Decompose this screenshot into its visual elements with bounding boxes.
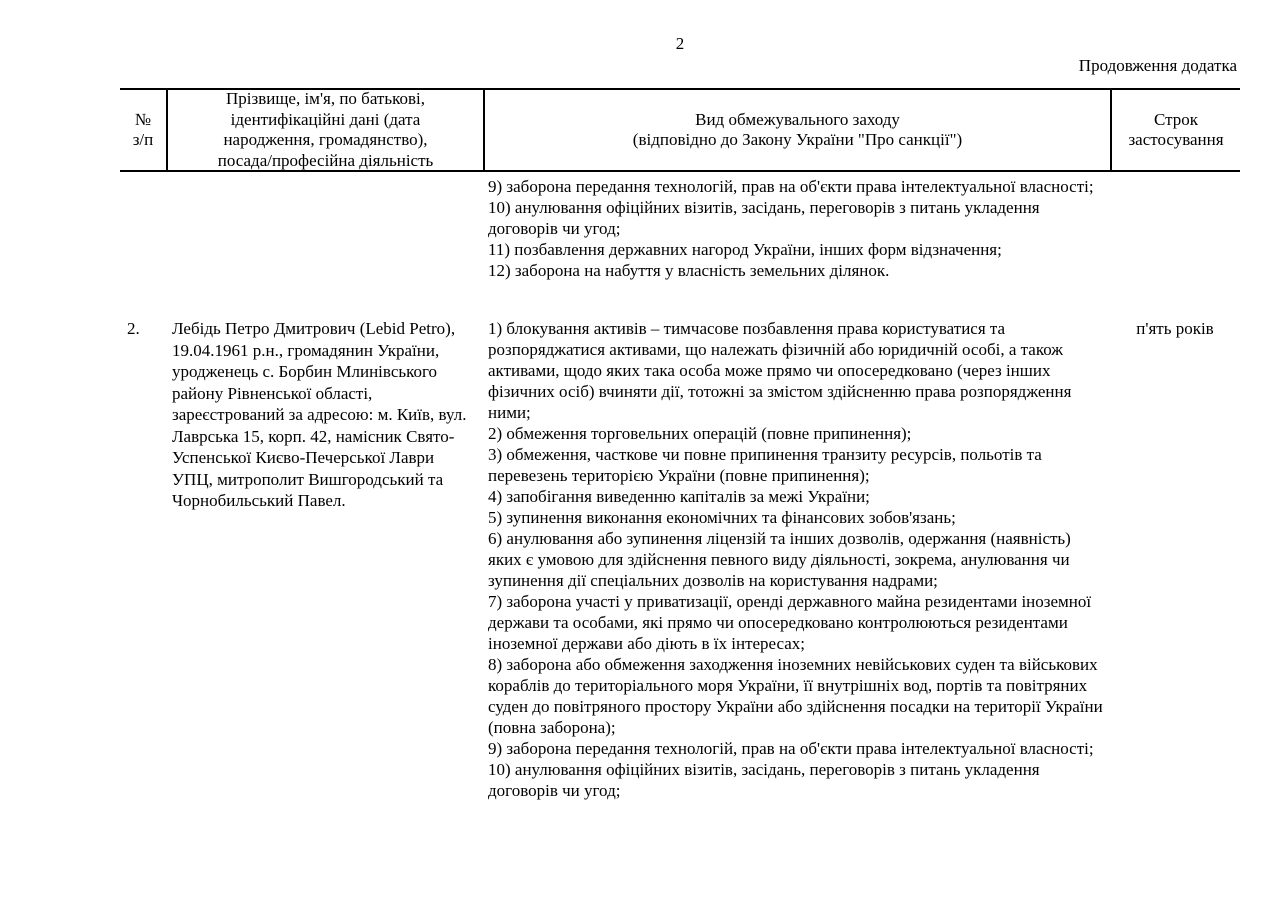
- carryover-measures-list: [488, 176, 1108, 281]
- measure-item: 4) запобігання виведенню капіталів за межі України;: [488, 487, 870, 506]
- measure-item: 5) зупинення виконання економічних та фінансових зобов'язань;: [488, 508, 956, 527]
- measure-item: 10) анулювання офіційних візитів, засідань, переговорів з питань укладення договорів чи угод;: [488, 760, 1040, 800]
- measure-item: 12) заборона на набуття у власність земельних ділянок.: [488, 261, 890, 280]
- table-header-name: Прізвище, ім'я, по батькові, ідентифікаційні дані (дата народження, громадянство), посада/професійна діяльність: [166, 90, 483, 170]
- row-number: 2.: [127, 319, 140, 338]
- measure-item: 2) обмеження торговельних операцій (повне припинення);: [488, 424, 912, 443]
- page-number: 2: [675, 34, 685, 53]
- row-measures-list: [488, 318, 1108, 801]
- measure-item: 1) блокування активів – тимчасове позбавлення права користуватися та розпоряджатися активами, що належать фізичній або юридичній особі, а також активами, щодо яких така особа може прямо чи опосередковано (через інших фізичних осіб) вчиняти дії, тотожні за змістом здійсненню права розпорядження ними;: [488, 319, 1072, 422]
- table-header-measure: Вид обмежувального заходу (відповідно до Закону України "Про санкції"): [483, 90, 1110, 170]
- measure-item: 9) заборона передання технологій, прав на об'єкти права інтелектуальної власності;: [488, 739, 1094, 758]
- measure-item: 9) заборона передання технологій, прав на об'єкти права інтелектуальної власності;: [488, 177, 1094, 196]
- measure-item: 3) обмеження, часткове чи повне припинення транзиту ресурсів, польотів та перевезень територією України (повне припинення);: [488, 445, 1042, 485]
- measure-item: 11) позбавлення державних нагород України, інших форм відзначення;: [488, 240, 1002, 259]
- continuation-note: Продовження додатка: [1078, 56, 1237, 75]
- measure-item: 8) заборона або обмеження заходження іноземних невійськових суден та військових кораблів до територіального моря України, її внутрішніх вод, портів та повітряних суден до повітряного простору України або здійснення посадки на території України (повна заборона);: [488, 655, 1103, 737]
- measure-item: 6) анулювання або зупинення ліцензій та інших дозволів, одержання (наявність) яких є умовою для здійснення певного виду діяльності, зокрема, анулювання чи зупинення дії спеціальних дозволів на користування надрами;: [488, 529, 1071, 590]
- row-term: п'ять років: [1136, 319, 1214, 338]
- table-header-row: [120, 88, 1240, 172]
- table-header-num: № з/п: [132, 109, 154, 149]
- measure-item: 7) заборона участі у приватизації, оренді державного майна резидентами іноземної держави та особами, які прямо чи опосередковано контролюються резидентами іноземної держави або діють в їх інтересах;: [488, 592, 1092, 653]
- table-header-term: Строк застосування: [1110, 90, 1240, 170]
- row-person-name: Лебідь Петро Дмитрович (Lebid Petro), 19.04.1961 р.н., громадянин України, уродженець с. Борбин Млинівського району Рівненської області, зареєстрований за адресою: м. Київ, вул. Лаврська 15, корп. 42, намісник Свято-Успенської Києво-Печерської Лаври УПЦ, митрополит Вишгородський та Чорнобильський Павел.: [172, 319, 467, 510]
- measure-item: 10) анулювання офіційних візитів, засідань, переговорів з питань укладення договорів чи угод;: [488, 198, 1040, 238]
